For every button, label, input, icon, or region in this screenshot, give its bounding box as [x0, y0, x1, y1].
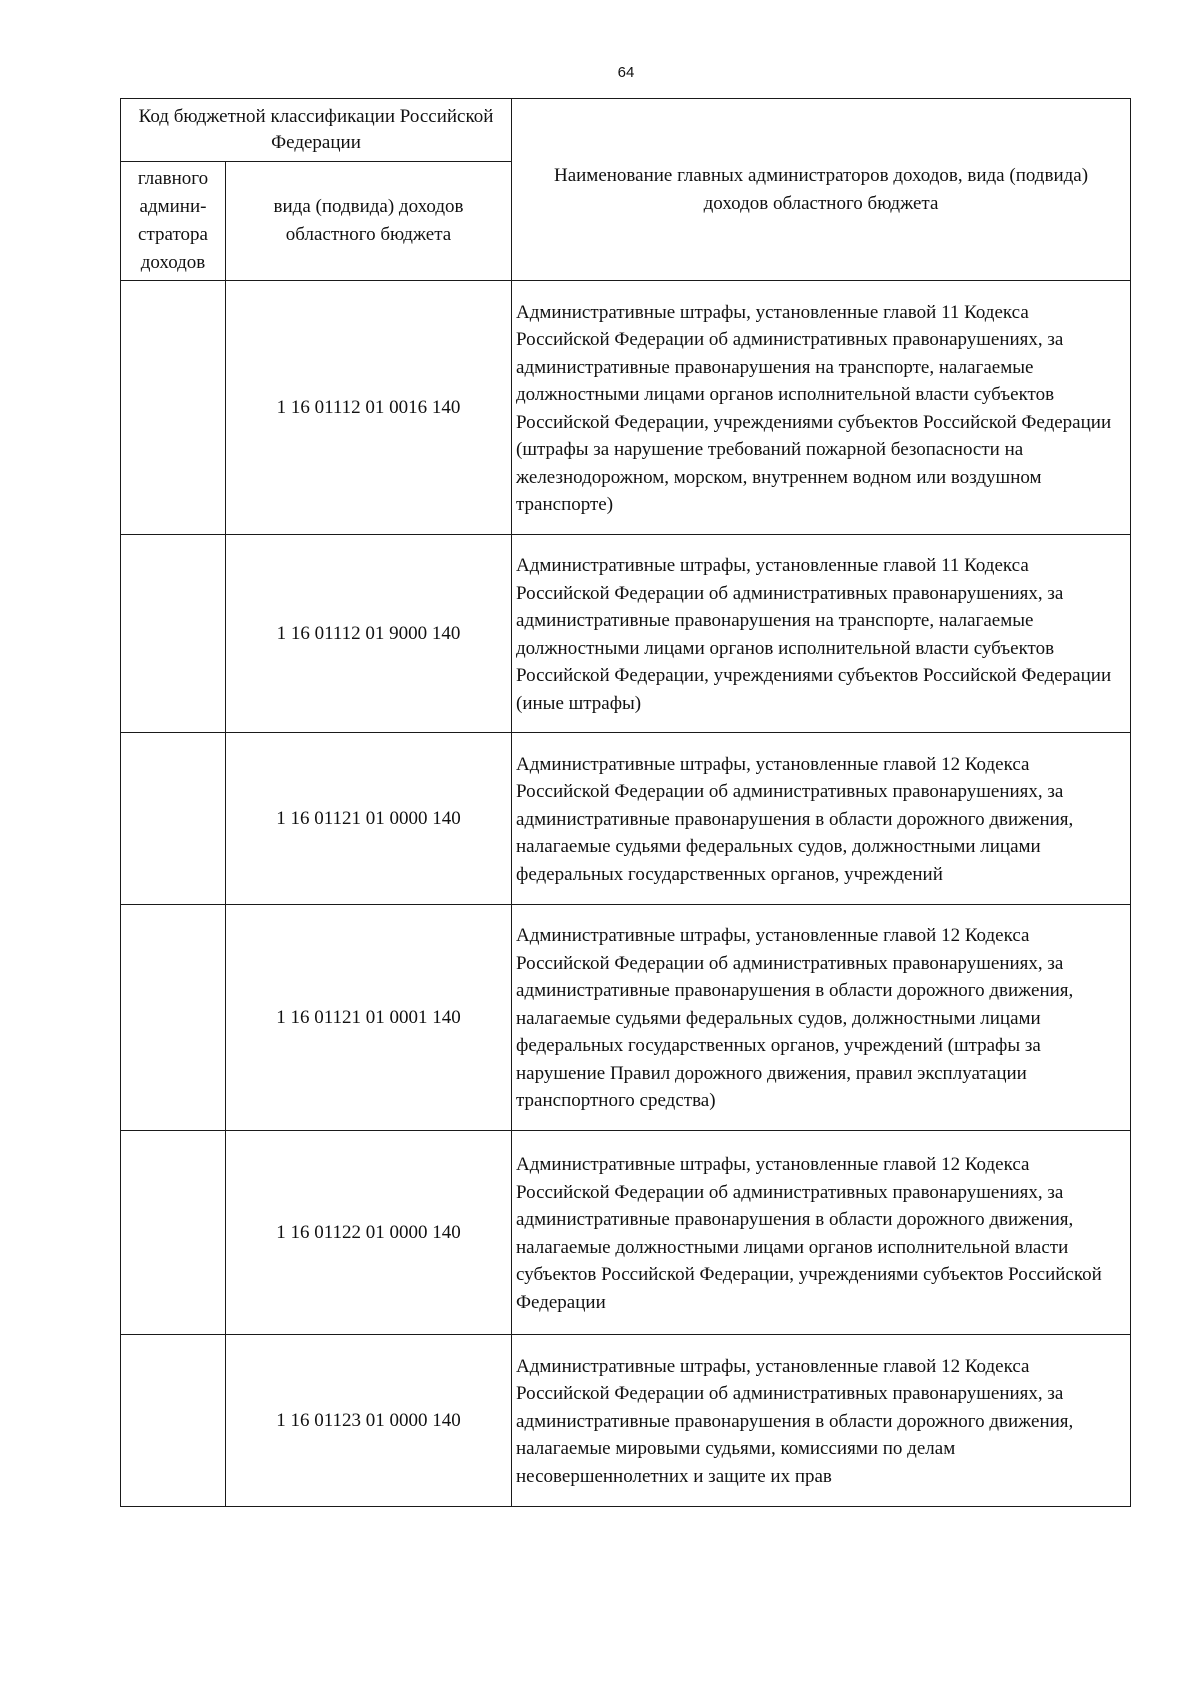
header-group-title: Код бюджетной классификации Российской Федерации [121, 99, 512, 162]
code-cell: 1 16 01121 01 0000 140 [226, 733, 512, 905]
page-number: 64 [617, 64, 635, 81]
description-cell: Административные штрафы, установленные главой 11 Кодекса Российской Федерации об административных правонарушениях, за административные правонарушения на транспорте, налагаемые должностными лицами органов исполнительной власти субъектов Российской Федерации, учреждениями субъектов Российской Федерации (штрафы за нарушение требований пожарной безопасности на железнодорожном, морском, внутреннем водном или воздушном транспорте) [512, 281, 1131, 535]
table-row [121, 905, 1131, 1131]
header-col-code: вида (подвида) доходов областного бюджета [226, 162, 512, 281]
header-row-top [121, 99, 1131, 162]
code-cell: 1 16 01112 01 0016 140 [226, 281, 512, 535]
description-cell: Административные штрафы, установленные главой 11 Кодекса Российской Федерации об административных правонарушениях, за административные правонарушения на транспорте, налагаемые должностными лицами органов исполнительной власти субъектов Российской Федерации, учреждениями субъектов Российской Федерации (иные штрафы) [512, 535, 1131, 733]
admin-cell [121, 281, 226, 535]
budget-classification-table [120, 98, 1131, 1507]
table-row [121, 1131, 1131, 1335]
table-row [121, 281, 1131, 535]
table-row [121, 535, 1131, 733]
description-cell: Административные штрафы, установленные главой 12 Кодекса Российской Федерации об административных правонарушениях, за административные правонарушения в области дорожного движения, налагаемые судьями федеральных судов, должностными лицами федеральных государственных органов, учреждений (штрафы за нарушение Правил дорожного движения, правил эксплуатации транспортного средства) [512, 905, 1131, 1131]
admin-cell [121, 733, 226, 905]
description-cell: Административные штрафы, установленные главой 12 Кодекса Российской Федерации об административных правонарушениях, за административные правонарушения в области дорожного движения, налагаемые мировыми судьями, комиссиями по делам несовершеннолетних и защите их прав [512, 1335, 1131, 1507]
admin-cell [121, 905, 226, 1131]
table-row [121, 733, 1131, 905]
code-cell: 1 16 01121 01 0001 140 [226, 905, 512, 1131]
description-cell: Административные штрафы, установленные главой 12 Кодекса Российской Федерации об административных правонарушениях, за административные правонарушения в области дорожного движения, налагаемые должностными лицами органов исполнительной власти субъектов Российской Федерации, учреждениями субъектов Российской Федерации [512, 1131, 1131, 1335]
table-row [121, 1335, 1131, 1507]
admin-cell [121, 535, 226, 733]
header-col-name: Наименование главных администраторов доходов, вида (подвида) доходов областного бюджета [512, 99, 1131, 281]
code-cell: 1 16 01122 01 0000 140 [226, 1131, 512, 1335]
header-col-admin: главного админи-стратора доходов [121, 162, 226, 281]
admin-cell [121, 1335, 226, 1507]
code-cell: 1 16 01112 01 9000 140 [226, 535, 512, 733]
admin-cell [121, 1131, 226, 1335]
code-cell: 1 16 01123 01 0000 140 [226, 1335, 512, 1507]
description-cell: Административные штрафы, установленные главой 12 Кодекса Российской Федерации об административных правонарушениях, за административные правонарушения в области дорожного движения, налагаемые судьями федеральных судов, должностными лицами федеральных государственных органов, учреждений [512, 733, 1131, 905]
